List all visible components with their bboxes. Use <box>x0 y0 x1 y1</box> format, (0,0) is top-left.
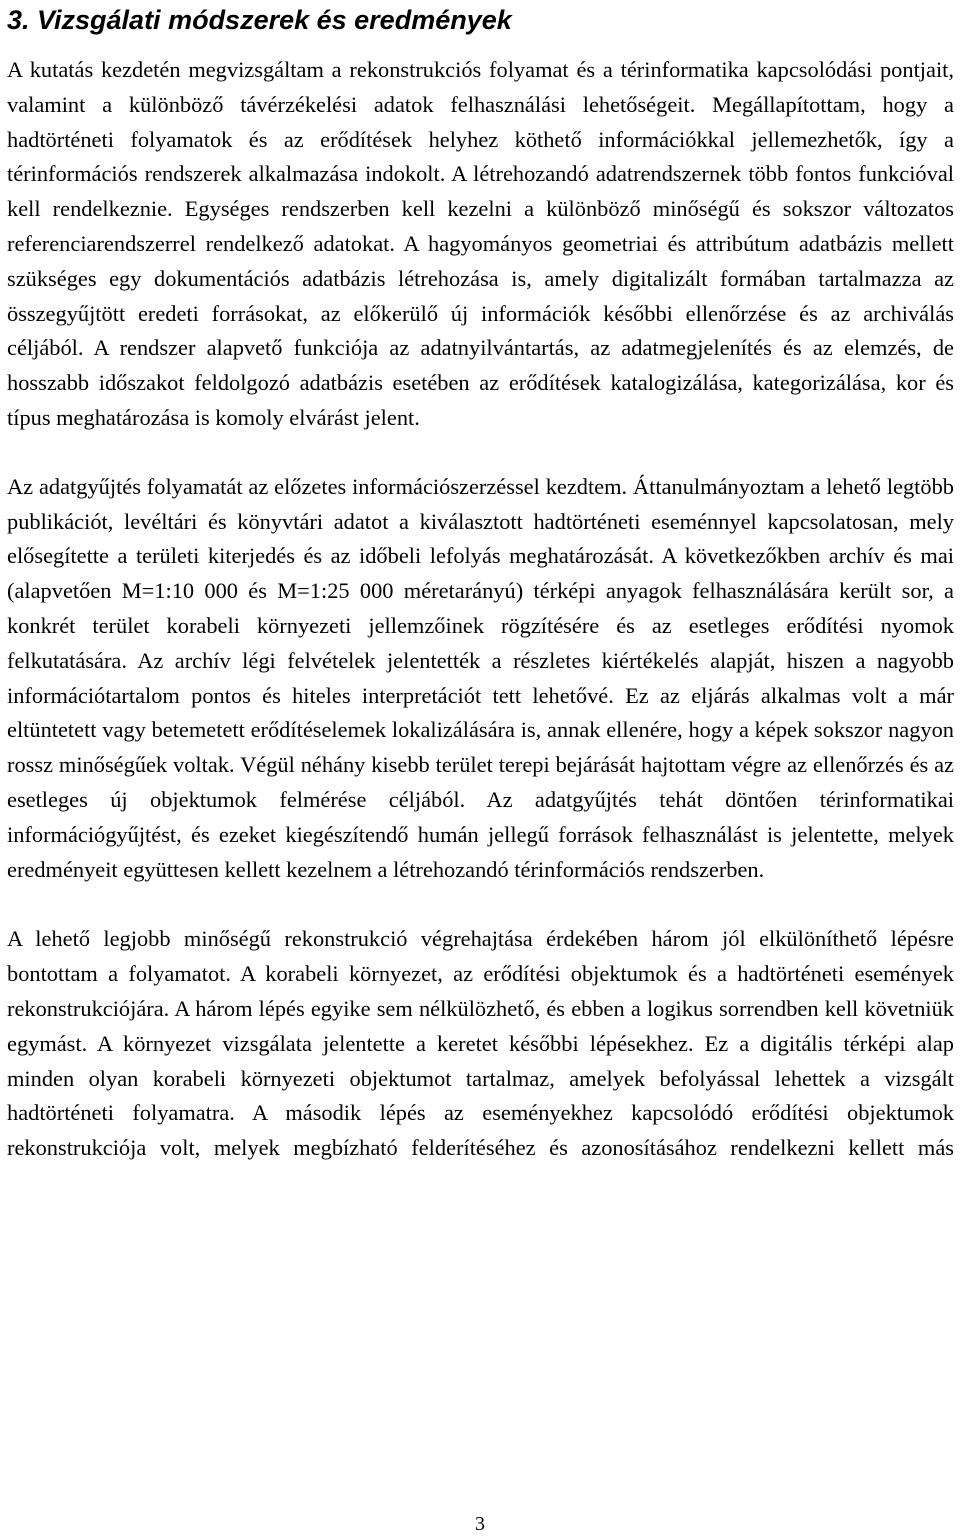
document-page <box>7 0 954 1166</box>
paragraph-reconstruction-steps: A lehető legjobb minőségű rekonstrukció végrehajtása érdekében három jól elkülöníthető lépésre bontottam a folyamatot. A korabeli környezet, az erődítési objektumok és a hadtörténeti események rekonstrukciójára. A három lépés egyike sem nélkülözhető, és ebben a logikus sorrendben kell követniük egymást. A környezet vizsgálata jelentette a keretet későbbi lépésekhez. Ez a digitális térképi alap minden olyan korabeli környezeti objektumot tartalmaz, amelyek befolyással lehettek a vizsgált hadtörténeti folyamatra. A második lépés az eseményekhez kapcsolódó erődítési objektumok rekonstrukciója volt, melyek megbízható felderítéséhez és azonosításához rendelkezni kellett más <box>7 926 954 1161</box>
paragraph-data-collection: Az adatgyűjtés folyamatát az előzetes információszerzéssel kezdtem. Áttanulmányoztam a lehető legtöbb publikációt, levéltári és könyvtári adatot a kiválasztott hadtörténeti eseménnyel kapcsolatosan, mely elősegítette a területi kiterjedés és az időbeli lefolyás meghatározását. A következőkben archív és mai (alapvetően M=1:10 000 és M=1:25 000 méretarányú) térképi anyagok felhasználására került sor, a konkrét terület korabeli környezeti jellemzőinek rögzítésére és az esetleges erődítési nyomok felkutatására. Az archív légi felvételek jelentették a részletes kiértékelés alapját, hiszen a nagyobb információtartalom pontos és hiteles interpretációt tett lehetővé. Ez az eljárás alkalmas volt a már eltüntetett vagy betemetett erődítéselemek lokalizálására is, annak ellenére, hogy a képek sokszor nagyon rossz minőségűek voltak. Végül néhány kisebb terület terepi bejárását hajtottam végre az ellenőrzés és az esetleges új objektumok felmérése céljából. Az adatgyűjtés tehát döntően térinformatikai információgyűjtést, és ezeket kiegészítendő humán jellegű források felhasználást is jelentette, melyek eredményeit együttesen kellett kezelnem a létrehozandó térinformációs rendszerben. <box>7 473 954 882</box>
paragraph-research-goals: A kutatás kezdetén megvizsgáltam a rekonstrukciós folyamat és a térinformatika kapcsolódási pontjait, valamint a különböző távérzékelési adatok felhasználási lehetőségeit. Megállapítottam, hogy a hadtörténeti folyamatok és az erődítések helyhez köthető információkkal jellemezhetők, így a térinformációs rendszerek alkalmazása indokolt. A létrehozandó adatrendszernek több fontos funkcióval kell rendelkeznie. Egységes rendszerben kell kezelni a különböző minőségű és sokszor változatos referenciarendszerrel rendelkező adatokat. A hagyományos geometriai és attribútum adatbázis mellett szükséges egy dokumentációs adatbázis létrehozása is, amely digitalizált formában tartalmazza az összegyűjtött eredeti forrásokat, az előkerülő új információk későbbi ellenőrzése és az archiválás céljából. A rendszer alapvető funkciója az adatnyilvántartás, az adatmegjelenítés és az elemzés, de hosszabb időszakot feldolgozó adatbázis esetében az erődítések katalogizálása, kategorizálása, kor és típus meghatározása is komoly elvárást jelent. <box>7 57 954 430</box>
section-heading: 3. Vizsgálati módszerek és eredmények <box>7 5 512 35</box>
page-number: 3 <box>475 1513 485 1535</box>
